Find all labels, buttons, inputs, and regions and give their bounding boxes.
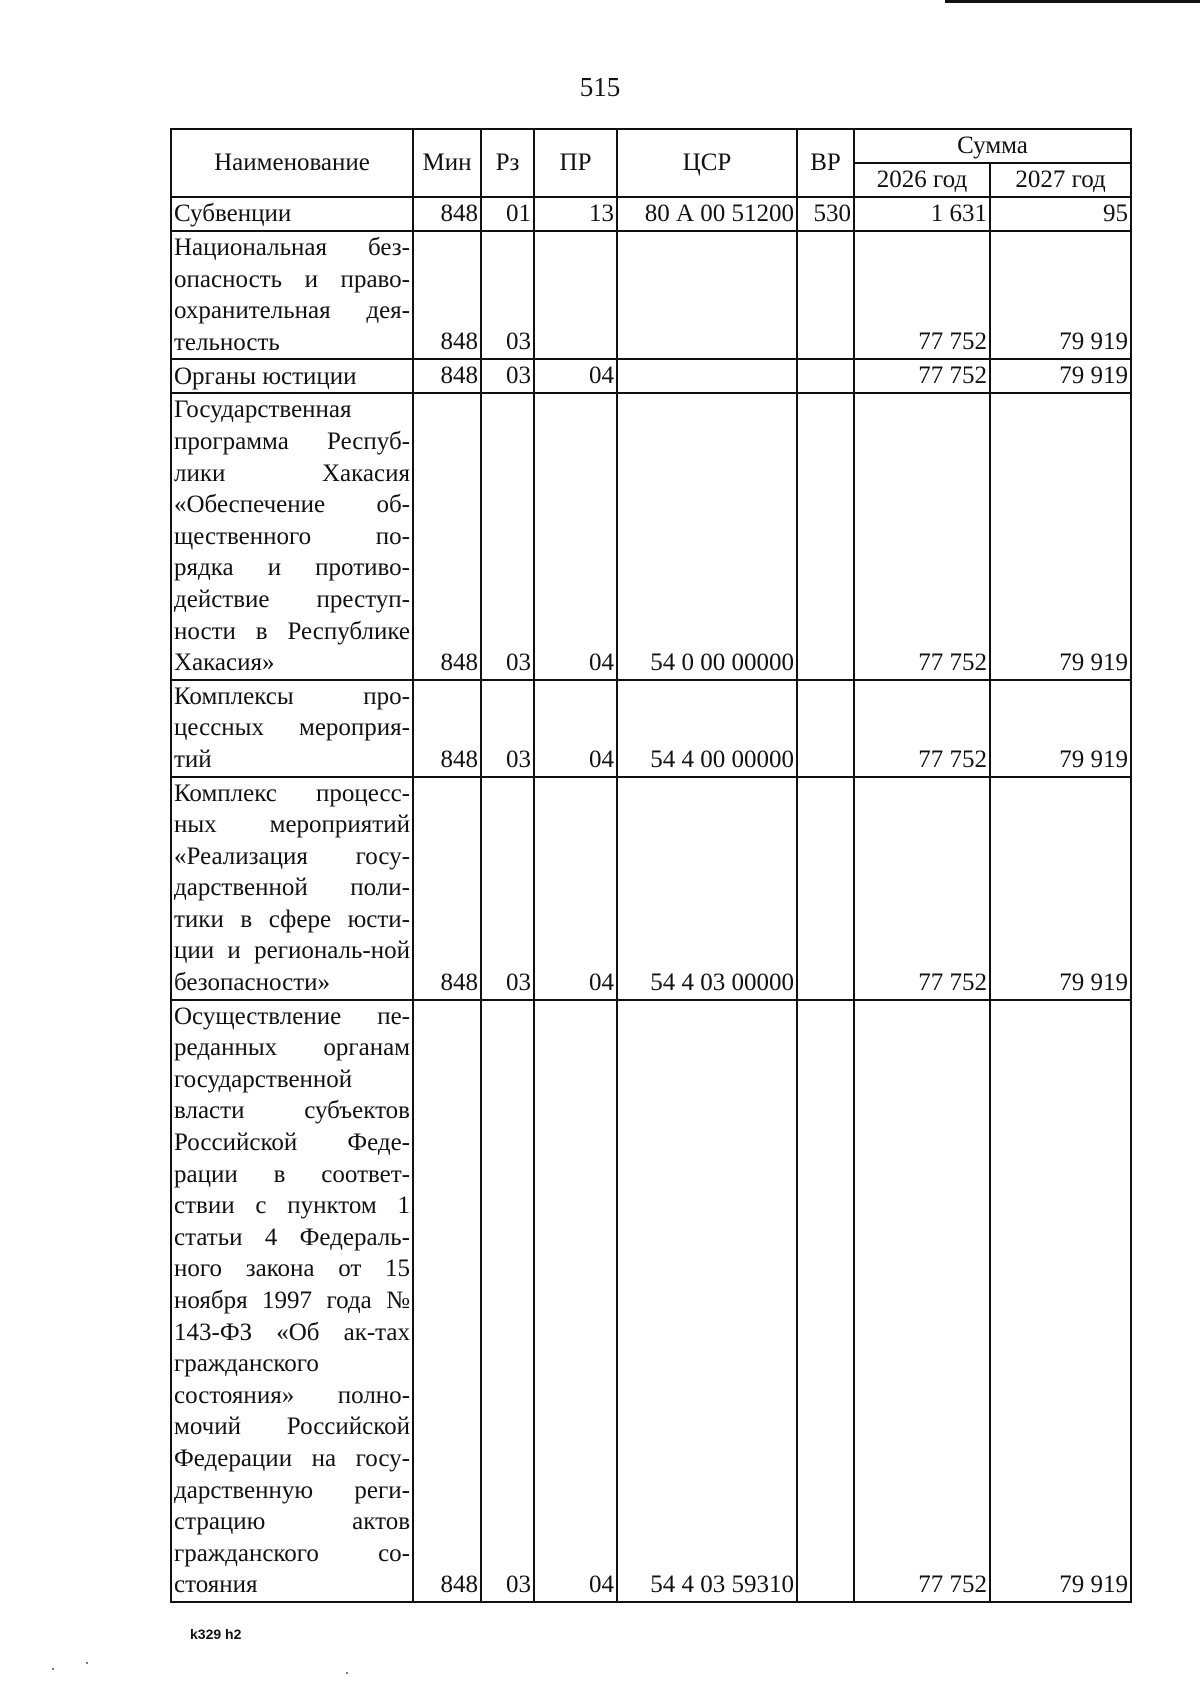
table-row [171,359,1131,393]
table-row [171,393,1131,679]
row-rz: 03 [481,231,534,359]
header-sum: Сумма [854,129,1131,163]
row-name: Осуществление пе-реданных органам государственной власти субъектов Российской Феде-рации в соответ-ствии с пунктом 1 статьи 4 Федераль-ного закона от 15 ноября 1997 года № 143-ФЗ «Об ак-тах гражданского состояния» полно-мочий Российской Федерации на госу-дарственную реги-страцию актов гражданского со-стояния [171,1000,413,1602]
row-rz: 03 [481,1000,534,1602]
row-vr: 530 [797,197,854,231]
row-rz: 03 [481,393,534,679]
row-sum-2027: 79 919 [990,680,1131,777]
row-pr: 04 [534,680,617,777]
row-name: Органы юстиции [171,359,413,393]
row-vr [797,680,854,777]
row-pr: 04 [534,777,617,1000]
row-sum-2026: 1 631 [854,197,990,231]
row-rz: 03 [481,680,534,777]
row-csr: 54 4 03 00000 [617,777,797,1000]
row-pr: 04 [534,393,617,679]
row-sum-2027: 79 919 [990,359,1131,393]
row-vr [797,1000,854,1602]
row-pr [534,231,617,359]
row-min: 848 [413,359,481,393]
row-csr: 80 А 00 51200 [617,197,797,231]
row-sum-2027: 95 [990,197,1131,231]
header-min: Мин [413,129,481,197]
row-min: 848 [413,680,481,777]
row-name: Субвенции [171,197,413,231]
header-csr: ЦСР [617,129,797,197]
row-sum-2027: 79 919 [990,1000,1131,1602]
row-min: 848 [413,393,481,679]
row-sum-2026: 77 752 [854,231,990,359]
header-year-2026: 2026 год [854,163,990,197]
row-sum-2026: 77 752 [854,777,990,1000]
row-csr: 54 4 00 00000 [617,680,797,777]
row-rz: 03 [481,359,534,393]
table-header [171,129,1131,197]
row-pr: 04 [534,359,617,393]
header-name: Наименование [171,129,413,197]
row-min: 848 [413,777,481,1000]
row-sum-2027: 79 919 [990,777,1131,1000]
row-vr [797,393,854,679]
table-row [171,777,1131,1000]
row-rz: 03 [481,777,534,1000]
row-vr [797,777,854,1000]
header-pr: ПР [534,129,617,197]
row-min: 848 [413,231,481,359]
row-sum-2026: 77 752 [854,359,990,393]
row-name: Национальная без-опасность и право-охранительная дея-тельность [171,231,413,359]
header-vr: ВР [797,129,854,197]
row-sum-2026: 77 752 [854,393,990,679]
footer-code: k329 h2 [190,1626,242,1642]
row-sum-2027: 79 919 [990,393,1131,679]
row-min: 848 [413,1000,481,1602]
table-row [171,231,1131,359]
row-vr [797,359,854,393]
header-year-2027: 2027 год [990,163,1131,197]
scan-speck [346,1672,348,1674]
row-name: Государственная программа Респуб-лики Хакасия «Обеспечение об-щественного по-рядка и противо-действие преступ-ности в Республике Хакасия» [171,393,413,679]
row-csr: 54 0 00 00000 [617,393,797,679]
row-name: Комплекс процесс-ных мероприятий «Реализация госу-дарственной поли-тики в сфере юсти-ции и региональ-ной безопасности» [171,777,413,1000]
row-pr: 04 [534,1000,617,1602]
table-row [171,197,1131,231]
row-csr: 54 4 03 59310 [617,1000,797,1602]
scan-speck [86,1662,88,1664]
scan-speck [52,1668,54,1670]
row-rz: 01 [481,197,534,231]
row-min: 848 [413,197,481,231]
budget-table [170,128,1132,1603]
page-number: 515 [579,72,621,102]
header-rz: Рз [481,129,534,197]
row-pr: 13 [534,197,617,231]
row-csr [617,359,797,393]
row-sum-2027: 79 919 [990,231,1131,359]
row-sum-2026: 77 752 [854,1000,990,1602]
table-row [171,1000,1131,1602]
row-sum-2026: 77 752 [854,680,990,777]
row-csr [617,231,797,359]
row-name: Комплексы про-цессных мероприя-тий [171,680,413,777]
table-row [171,680,1131,777]
scan-edge-line [945,0,1200,3]
row-vr [797,231,854,359]
